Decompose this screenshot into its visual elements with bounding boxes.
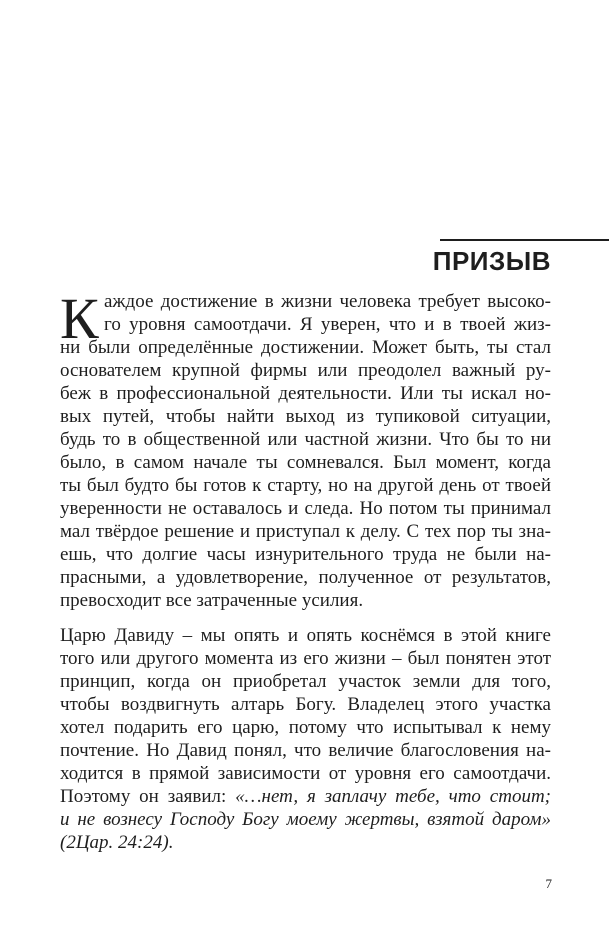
text-line: будь то в общественной или частной жизни. Что бы то ни bbox=[60, 429, 551, 450]
text-line: принцип, когда он приобретал участок земли для того, bbox=[60, 671, 551, 692]
chapter-title: ПРИЗЫВ bbox=[432, 246, 551, 276]
text-line: мал твёрдое решение и приступал к делу. С тех пор ты зна- bbox=[60, 521, 551, 542]
scripture-reference: (2Цар. 24:24). bbox=[60, 832, 174, 853]
text-line: превосходит все затраченные усилия. bbox=[60, 590, 364, 611]
text-line: Царю Давиду – мы опять и опять коснёмся в этой книге bbox=[60, 625, 551, 646]
quote-intro: Поэтому он заявил: bbox=[60, 786, 236, 807]
quote-text: и не вознесу Господу Богу моему жертвы, взятой даром» bbox=[60, 809, 551, 830]
text-line: вых путей, чтобы найти выход из тупиковой ситуации, bbox=[60, 406, 551, 427]
text-line: хотел подарить его царю, потому что испытывал к нему bbox=[60, 717, 551, 738]
text-line: ты был будто бы готов к старту, но на другой день от твоей bbox=[60, 475, 551, 496]
body-text bbox=[60, 286, 551, 854]
text-line: чтобы воздвигнуть алтарь Богу. Владелец этого участка bbox=[60, 694, 551, 715]
text-line: уверенности не оставалось и следа. Но потом ты принимал bbox=[60, 498, 551, 519]
text-line: ни были определённые достижении. Может быть, ты стал bbox=[60, 337, 551, 358]
paragraph-1 bbox=[60, 286, 551, 612]
text-line: ешь, что долгие часы изнурительного труда не были на- bbox=[60, 544, 551, 565]
chapter-rule bbox=[440, 239, 609, 241]
page-number: 7 bbox=[545, 876, 552, 891]
text-line: аждое достижение в жизни человека требует высоко- bbox=[104, 291, 551, 312]
text-line: было, в самом начале ты сомневался. Был момент, когда bbox=[60, 452, 551, 473]
quote-line bbox=[60, 785, 551, 808]
text-line: того или другого момента из его жизни – был понятен этот bbox=[60, 648, 551, 669]
text-line: ходится в прямой зависимости от уровня его самоотдачи. bbox=[60, 763, 551, 784]
text-line: почтение. Но Давид понял, что величие благословения на- bbox=[60, 740, 551, 761]
text-line: беж в профессиональной деятельности. Или ты искал но- bbox=[60, 383, 551, 404]
quote-text: «…нет, я заплачу тебе, что стоит; bbox=[235, 786, 551, 807]
text-line: прасными, а удовлетворение, полученное от результатов, bbox=[60, 567, 551, 588]
text-line: основателем крупной фирмы или преодолел важный ру- bbox=[60, 360, 551, 381]
paragraph-2 bbox=[60, 624, 551, 854]
drop-cap: К bbox=[60, 286, 99, 351]
text-line: го уровня самоотдачи. Я уверен, что и в твоей жиз- bbox=[104, 314, 551, 335]
